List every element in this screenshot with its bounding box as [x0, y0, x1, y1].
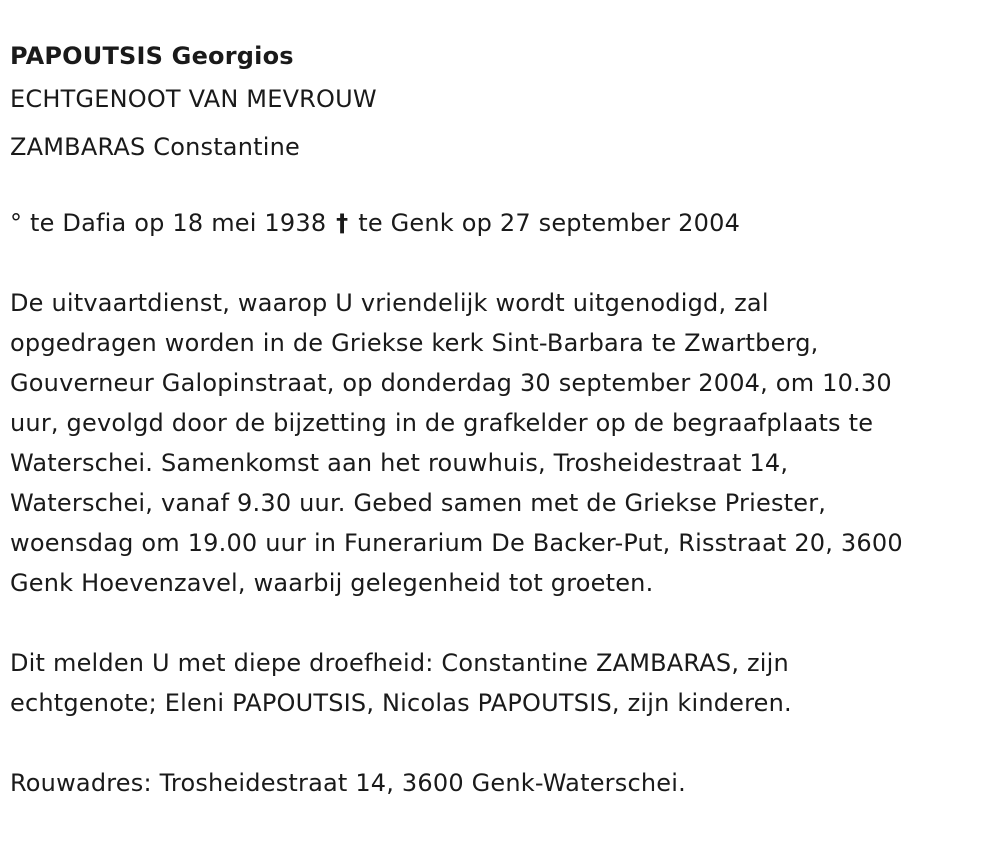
mourning-address: Rouwadres: Trosheidestraat 14, 3600 Genk-Waterschei. — [10, 769, 686, 797]
service-line: woensdag om 19.00 uur in Funerarium De Backer-Put, Risstraat 20, 3600 — [10, 529, 903, 557]
obituary-notice — [10, 37, 995, 843]
service-line: opgedragen worden in de Griekse kerk Sint-Barbara te Zwartberg, — [10, 329, 819, 357]
service-line: Genk Hoevenzavel, waarbij gelegenheid tot groeten. — [10, 569, 654, 597]
service-line: Waterschei, vanaf 9.30 uur. Gebed samen met de Griekse Priester, — [10, 489, 827, 517]
announcement-line: echtgenote; Eleni PAPOUTSIS, Nicolas PAPOUTSIS, zijn kinderen. — [10, 689, 792, 717]
service-line: uur, gevolgd door de bijzetting in de grafkelder op de begraafplaats te — [10, 409, 874, 437]
spouse-name: ZAMBARAS Constantine — [10, 133, 300, 161]
death-info: te Genk op 27 september 2004 — [358, 209, 741, 237]
announcement-line: Dit melden U met diepe droefheid: Constantine ZAMBARAS, zijn — [10, 649, 789, 677]
service-line: Waterschei. Samenkomst aan het rouwhuis, Trosheidestraat 14, — [10, 449, 789, 477]
announcement-paragraph — [10, 643, 995, 723]
spouse-title: ECHTGENOOT VAN MEVROUW — [10, 85, 377, 113]
deceased-name: PAPOUTSIS Georgios — [10, 42, 294, 70]
life-dates — [10, 203, 995, 243]
service-line: Gouverneur Galopinstraat, op donderdag 30 september 2004, om 10.30 — [10, 369, 892, 397]
service-paragraph — [10, 283, 995, 603]
birth-info: ° te Dafia op 18 mei 1938 — [10, 209, 327, 237]
cross-icon: † — [336, 209, 349, 237]
service-line: De uitvaartdienst, waarop U vriendelijk wordt uitgenodigd, zal — [10, 289, 769, 317]
